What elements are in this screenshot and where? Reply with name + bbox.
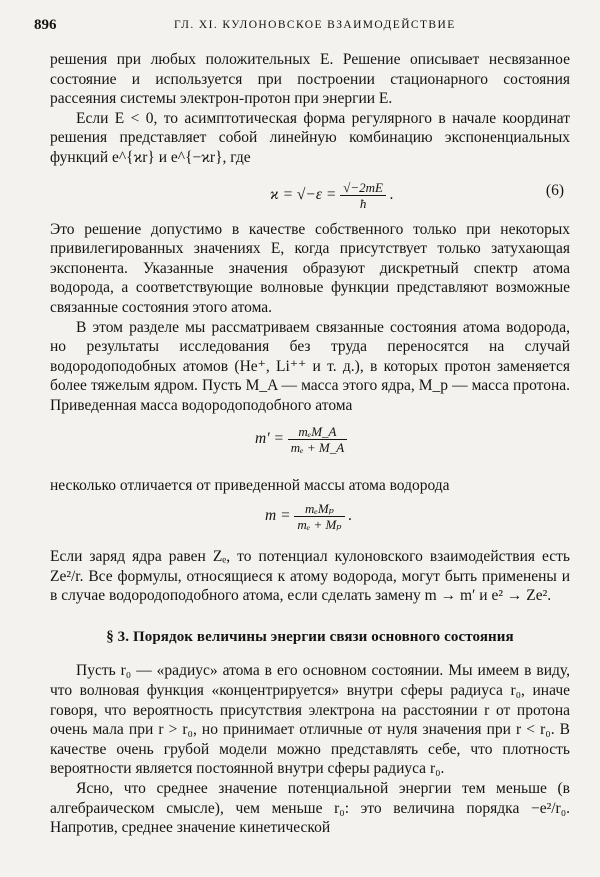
running-head: ГЛ. XI. КУЛОНОВСКОЕ ВЗАИМОДЕЙСТВИЕ [174, 19, 456, 31]
equation-hydrogen-mass-body [265, 501, 352, 532]
equation-number: (6) [545, 181, 564, 199]
paragraph-7: Пусть r₀ — «радиус» атома в его основном состоянии. Мы имеем в виду, что волновая функция «концентрируется» внутри сферы радиуса r₀, иначе говоря, что вероятность присутствия электрона на расстоянии r от протона очень мала при r > r₀, но принимает отличные от нуля значения при r < r₀. В качестве очень грубой модели можно представлять себе, что плотность вероятности является постоянной внутри сферы радиуса r₀. [50, 662, 570, 778]
equation-m-denominator: mₑ + Mₚ [297, 517, 342, 533]
equation-mprime-denominator: mₑ + M_A [290, 439, 345, 455]
paragraph-4: В этом разделе мы рассматриваем связанные состояния атома водорода, но результаты исследования без труда переносятся на случай водородоподобных атомов (He⁺, Li⁺⁺ и т. д.), в которых протон заменяется более тяжелым ядром. Пусть M_A — масса этого ядра, M_p — масса протона. Приведенная масса водородоподобного атома [50, 318, 570, 414]
equation-reduced-mass [50, 416, 570, 476]
equation-6-left: ϰ = √−ε = [270, 185, 337, 203]
equation-hydrogen-mass [50, 495, 570, 547]
equation-m-fraction [294, 501, 344, 532]
equation-6 [50, 168, 570, 220]
paragraph-2: Если E < 0, то асимптотическая форма регулярного в начале координат решения представляет собой линейную комбинацию экспоненциальных функций e^{ϰr} и e^{−ϰr}, где [50, 109, 570, 166]
equation-mprime-fraction [288, 424, 347, 455]
equation-mprime-numerator: mₑM_A [288, 424, 347, 440]
equation-m-numerator: mₑMₚ [294, 501, 344, 517]
equation-6-period: . [389, 185, 394, 203]
equation-6-denominator: ħ [359, 195, 367, 211]
equation-6-fraction [340, 180, 386, 211]
paragraph-1: решения при любых положительных E. Решение описывает несвязанное состояние и используется при построении стационарного состояния рассеяния системы электрон-протон при энергии E. [50, 51, 570, 108]
equation-m-period: . [348, 507, 353, 525]
page-body [50, 50, 570, 838]
equation-reduced-mass-body [255, 424, 347, 455]
paragraph-5: несколько отличается от приведенной массы атома водорода [50, 476, 450, 494]
paragraph-8: Ясно, что среднее значение потенциальной энергии тем меньше (в алгебраическом смысле), чем меньше r₀: это величина порядка −e²/r₀. Напротив, среднее значение кинетической [50, 780, 570, 837]
equation-6-body [270, 180, 394, 211]
page-header [34, 17, 570, 35]
equation-m-left: m = [265, 507, 291, 525]
page-number: 896 [34, 17, 57, 33]
paragraph-6: Если заряд ядра равен Zₑ, то потенциал кулоновского взаимодействия есть Ze²/r. Все формулы, относящиеся к атому водорода, могут быть применены и в случае водородоподобного атома, если сделать замену m → m′ и e² → Ze². [50, 548, 570, 605]
paragraph-3: Это решение допустимо в качестве собственного только при некоторых привилегированных значениях E, когда присутствует только затухающая экспонента. Указанные значения образуют дискретный спектр атома водорода, а соответствующие волновые функции представляют возможные связанные состояния этого атома. [50, 220, 570, 316]
section-heading: § 3. Порядок величины энергии связи основного состояния [106, 628, 514, 645]
equation-6-numerator: √−2mE [340, 180, 386, 196]
equation-mprime-left: m′ = [255, 429, 284, 447]
